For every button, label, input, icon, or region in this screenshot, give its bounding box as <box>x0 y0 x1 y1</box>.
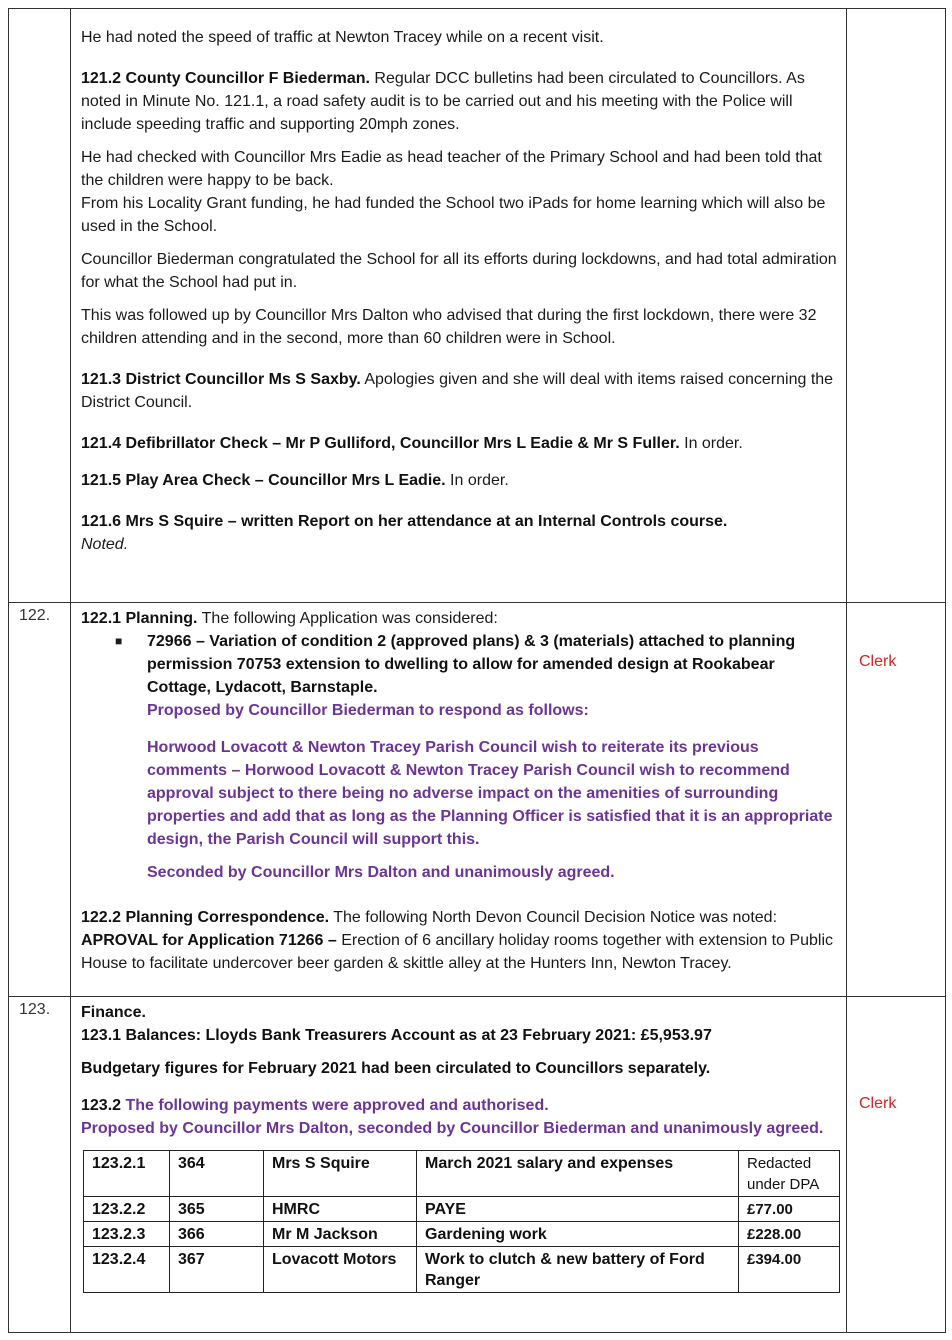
item-123-2 <box>81 1094 838 1117</box>
minutes-table <box>8 8 946 1333</box>
application-text: 72966 – Variation of condition 2 (approved plans) & 3 (materials) attached to planning permission 70753 extension to dwelling to allow for amended design at Rookabear Cottage, Lydacott, Barnstaple. <box>147 633 796 696</box>
payment-cheque: 366 <box>170 1222 264 1247</box>
dalton-paragraph: This was followed up by Councillor Mrs Dalton who advised that during the first lockdown, there were 32 children attending and in the second, more than 60 children were in School. <box>81 307 817 347</box>
item-122-2-text: The following North Devon Council Decision Notice was noted: <box>329 909 778 926</box>
item-122-1-heading: 122.1 Planning. <box>81 610 198 627</box>
application-bullet <box>81 630 838 884</box>
payment-amount: £394.00 <box>739 1247 840 1293</box>
item-121-2 <box>81 67 838 136</box>
traffic-note: He had noted the speed of traffic at Newton Tracey while on a recent visit. <box>81 29 604 46</box>
ipads-paragraph: From his Locality Grant funding, he had funded the School two iPads for home learning which will also be used in the School. <box>81 195 826 235</box>
item-121-5-heading: 121.5 Play Area Check – Councillor Mrs L Eadie. <box>81 472 446 489</box>
payment-cheque: 367 <box>170 1247 264 1293</box>
payment-ref: 123.2.1 <box>84 1151 170 1197</box>
payments-proposed-text: Proposed by Councillor Mrs Dalton, seconded by Councillor Biederman and unanimously agreed. <box>81 1120 824 1137</box>
payment-ref: 123.2.3 <box>84 1222 170 1247</box>
item-121-4-heading: 121.4 Defibrillator Check – Mr P Gulliford, Councillor Mrs L Eadie & Mr S Fuller. <box>81 435 680 452</box>
item-121-2-heading: 121.2 County Councillor F Biederman. <box>81 70 370 87</box>
payment-ref: 123.2.2 <box>84 1197 170 1222</box>
item-121-4-text: In order. <box>679 435 743 452</box>
payment-payee: Lovacott Motors <box>264 1247 417 1293</box>
table-row <box>84 1197 840 1222</box>
action-cell-121 <box>847 9 946 603</box>
minute-number: 123. <box>9 997 71 1333</box>
item-121-6-noted: Noted. <box>81 536 129 553</box>
item-122-1-text: The following Application was considered: <box>197 610 498 627</box>
seconded-text: Seconded by Councillor Mrs Dalton and unanimously agreed. <box>147 864 615 881</box>
item-121-5 <box>81 469 838 492</box>
payment-amount: £228.00 <box>739 1222 840 1247</box>
congrats-paragraph: Councillor Biederman congratulated the School for all its efforts during lockdowns, and had total admiration for what the School had put in. <box>81 251 837 291</box>
school-paragraph: He had checked with Councillor Mrs Eadie as head teacher of the Primary School and had been told that the children were happy to be back. <box>81 149 822 189</box>
minute-body-122 <box>71 603 847 997</box>
payment-cheque: 365 <box>170 1197 264 1222</box>
minute-row-121 <box>9 9 946 603</box>
square-bullet-icon: ■ <box>115 634 123 648</box>
item-121-3-heading: 121.3 District Councillor Ms S Saxby. <box>81 371 361 388</box>
item-121-4 <box>81 432 838 455</box>
payment-description: PAYE <box>417 1197 739 1222</box>
table-row <box>84 1151 840 1197</box>
item-121-5-text: In order. <box>445 472 509 489</box>
payment-amount: Redacted under DPA <box>739 1151 840 1197</box>
proposed-text: Proposed by Councillor Biederman to respond as follows: <box>147 702 589 719</box>
item-121-6 <box>81 510 838 533</box>
payment-payee: Mr M Jackson <box>264 1222 417 1247</box>
action-cell-122 <box>847 603 946 997</box>
minute-row-122 <box>9 603 946 997</box>
payment-amount: £77.00 <box>739 1197 840 1222</box>
approval-heading: APROVAL for Application 71266 – <box>81 932 337 949</box>
payment-description: Work to clutch & new battery of Ford Ranger <box>417 1247 739 1293</box>
action-label: Clerk <box>859 653 897 670</box>
budgetary-text: Budgetary figures for February 2021 had been circulated to Councillors separately. <box>81 1060 711 1077</box>
action-cell-123 <box>847 997 946 1333</box>
payments-table <box>83 1150 840 1293</box>
minute-row-123 <box>9 997 946 1333</box>
item-122-2-heading: 122.2 Planning Correspondence. <box>81 909 330 926</box>
minute-number: 122. <box>9 603 71 997</box>
payment-cheque: 364 <box>170 1151 264 1197</box>
payment-description: Gardening work <box>417 1222 739 1247</box>
balances-text: 123.1 Balances: Lloyds Bank Treasurers Account as at 23 February 2021: £5,953.97 <box>81 1027 712 1044</box>
approval-paragraph <box>81 929 838 975</box>
item-123-2-text: The following payments were approved and authorised. <box>121 1097 549 1114</box>
item-121-6-heading: 121.6 Mrs S Squire – written Report on her attendance at an Internal Controls course. <box>81 513 728 530</box>
minute-body-121 <box>71 9 847 603</box>
minutes-page <box>8 8 945 1333</box>
item-121-3-text: Apologies given and she will deal with items raised concerning the District Council. <box>81 371 834 411</box>
table-row <box>84 1222 840 1247</box>
finance-title: Finance. <box>81 1004 146 1021</box>
table-row <box>84 1247 840 1293</box>
item-122-2 <box>81 906 838 929</box>
payment-description: March 2021 salary and expenses <box>417 1151 739 1197</box>
response-text: Horwood Lovacott & Newton Tracey Parish Council wish to reiterate its previous comments – Horwood Lovacott & Newton Tracey Parish Council wish to recommend approval subject to there being no adverse impact on the amenities of surrounding properties and add that as long as the Planning Officer is satisfied that it is an appropriate design, the Parish Council will support this. <box>147 739 833 848</box>
item-122-1 <box>81 607 838 630</box>
item-121-3 <box>81 368 838 414</box>
item-121-2-text: Regular DCC bulletins had been circulated to Councillors. As noted in Minute No. 121.1, a road safety audit is to be carried out and his meeting with the Police will include speeding traffic and supporting 20mph zones. <box>81 70 805 133</box>
minute-body-123 <box>71 997 847 1333</box>
payment-payee: Mrs S Squire <box>264 1151 417 1197</box>
action-label: Clerk <box>859 1095 897 1112</box>
item-123-2-number: 123.2 <box>81 1097 122 1114</box>
payment-ref: 123.2.4 <box>84 1247 170 1293</box>
payment-payee: HMRC <box>264 1197 417 1222</box>
approval-text: Erection of 6 ancillary holiday rooms together with extension to Public House to facilitate undercover beer garden & skittle alley at the Hunters Inn, Newton Tracey. <box>81 932 834 972</box>
minute-number <box>9 9 71 603</box>
